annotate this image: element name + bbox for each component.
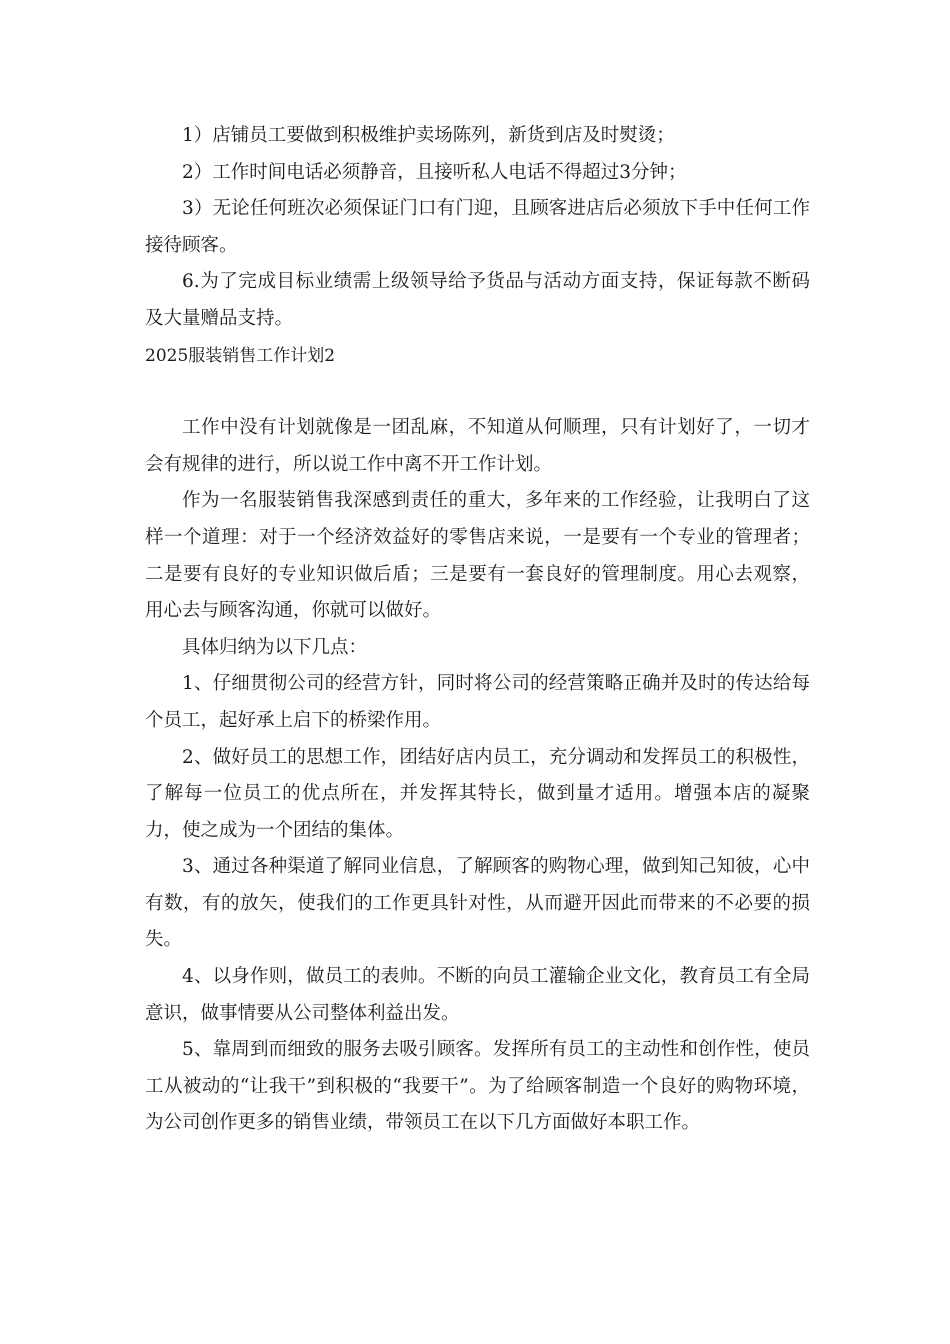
paragraph-responsibility: 作为一名服装销售我深感到责任的重大，多年来的工作经验，让我明白了这样一个道理：对于一个经济效益好的零售店来说，一是要有一个专业的管理者；二是要有良好的专业知识做后盾；三是要有一套良好的管理制度。用心去观察，用心去与顾客沟通，你就可以做好。 xyxy=(145,490,810,622)
paragraph-support-request: 6.为了完成目标业绩需上级领导给予货品与活动方面支持，保证每款不断码及大量赠品支持。 xyxy=(145,271,810,329)
document-body xyxy=(145,118,810,1142)
paragraph-point-2: 2、做好员工的思想工作，团结好店内员工，充分调动和发挥员工的积极性，了解每一位员工的优点所在，并发挥其特长，做到量才适用。增强本店的凝聚力，使之成为一个团结的集体。 xyxy=(145,746,810,841)
section-heading: 2025服装销售工作计划2 xyxy=(145,345,336,366)
paragraph-point-1: 1、仔细贯彻公司的经营方针，同时将公司的经营策略正确并及时的传达给每个员工，起好承上启下的桥梁作用。 xyxy=(145,673,810,731)
paragraph-store-display: 1）店铺员工要做到积极维护卖场陈列，新货到店及时熨烫； xyxy=(182,125,675,146)
paragraph-phone-rule: 2）工作时间电话必须静音，且接听私人电话不得超过3分钟； xyxy=(182,161,687,183)
paragraph-point-3: 3、通过各种渠道了解同业信息，了解顾客的购物心理，做到知己知彼，心中有数，有的放矢，使我们的工作更具针对性，从而避开因此而带来的不必要的损失。 xyxy=(145,856,810,951)
paragraph-point-4: 4、以身作则，做员工的表帅。不断的向员工灌输企业文化，教育员工有全局意识，做事情要从公司整体利益出发。 xyxy=(145,966,810,1024)
paragraph-point-5: 5、靠周到而细致的服务去吸引顾客。发挥所有员工的主动性和创作性，使员工从被动的“让我干”到积极的“我要干”。为了给顾客制造一个良好的购物环境，为公司创作更多的销售业绩，带领员工在以下几方面做好本职工作。 xyxy=(145,1039,810,1134)
paragraph-summary-lead: 具体归纳为以下几点： xyxy=(182,636,368,658)
paragraph-intro: 工作中没有计划就像是一团乱麻，不知道从何顺理，只有计划好了，一切才会有规律的进行，所以说工作中离不开工作计划。 xyxy=(145,417,810,475)
paragraph-door-greeter: 3）无论任何班次必须保证门口有门迎，且顾客进店后必须放下手中任何工作接待顾客。 xyxy=(145,198,810,256)
